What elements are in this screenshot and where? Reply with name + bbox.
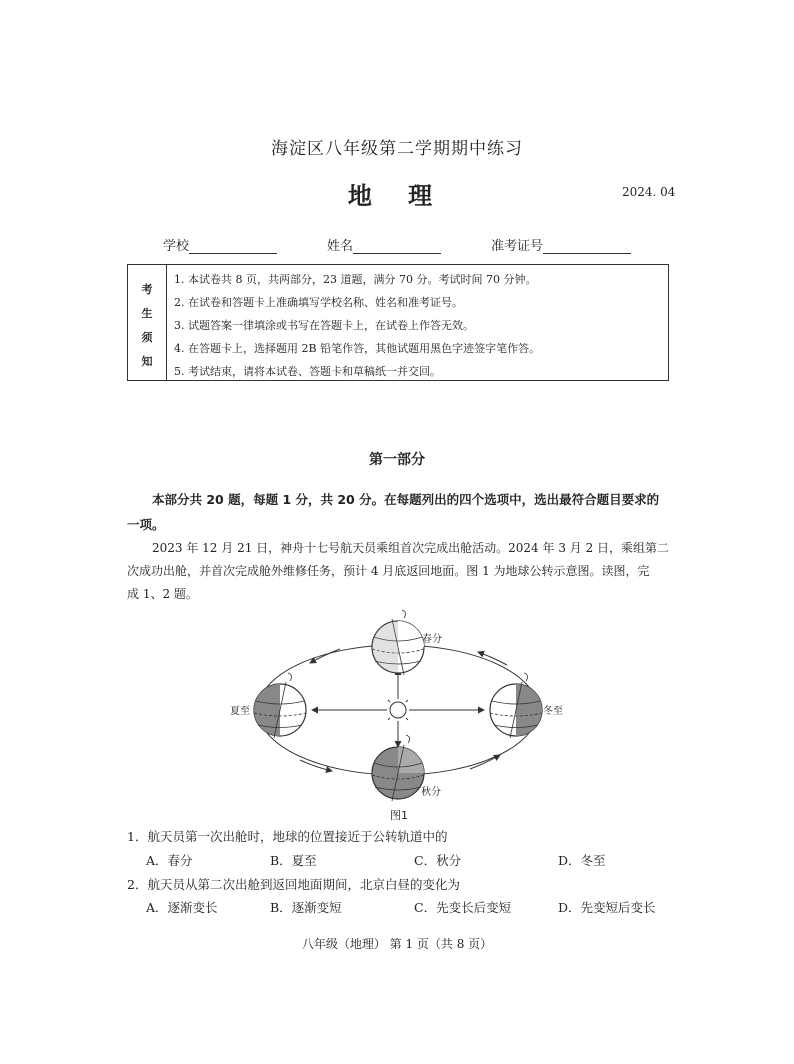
notice-item: 4. 在答题卡上，选择题用 2B 铅笔作答，其他试题用黑色字迹签字笔作答。 xyxy=(174,342,541,355)
sun-icon xyxy=(384,696,412,724)
notice-box xyxy=(127,264,669,381)
exam-id-blank[interactable] xyxy=(543,239,631,254)
notice-side-char: 须 xyxy=(141,331,153,344)
section-instruction: 本部分共 20 题，每题 1 分，共 20 分。在每题列出的四个选项中，选出最符合题目要求的 xyxy=(152,492,660,507)
exam-title: 海淀区八年级第二学期期中练习 xyxy=(271,139,523,159)
notice-side-char: 知 xyxy=(141,355,153,368)
q1-option-d[interactable]: D．冬至 xyxy=(558,853,606,868)
passage-line: 次成功出舱，并首次完成舱外维修任务，预计 4 月底返回地面。图 1 为地球公转示意图。读图，完 xyxy=(127,564,650,578)
q1-option-b[interactable]: B．夏至 xyxy=(270,853,317,868)
earth-winter-icon xyxy=(490,673,542,738)
label-autumn: 秋分 xyxy=(421,787,441,798)
page-footer: 八年级（地理） 第 1 页（共 8 页） xyxy=(301,937,493,951)
notice-side-label xyxy=(128,265,167,380)
label-summer: 夏至 xyxy=(230,706,250,717)
passage-line: 成 1、2 题。 xyxy=(127,587,198,601)
subject-title: 地 理 xyxy=(347,181,447,210)
q2-option-a[interactable]: A．逐渐变长 xyxy=(146,900,218,915)
question-1-stem: 1．航天员第一次出舱时，地球的位置接近于公转轨道中的 xyxy=(127,829,448,844)
label-winter: 冬至 xyxy=(543,706,563,717)
q1-option-c[interactable]: C．秋分 xyxy=(414,853,462,868)
notice-side-char: 生 xyxy=(141,307,153,320)
figure-caption: 图1 xyxy=(390,809,408,822)
q2-option-b[interactable]: B．逐渐变短 xyxy=(270,900,342,915)
orbit-arrow xyxy=(470,755,500,769)
earth-summer-icon xyxy=(254,673,306,738)
notice-item: 1. 本试卷共 8 页，共两部分，23 道题，满分 70 分。考试时间 70 分钟。 xyxy=(174,273,537,286)
school-blank[interactable] xyxy=(189,239,277,254)
passage-line: 2023 年 12 月 21 日，神舟十七号航天员乘组首次完成出舱活动。2024 年 3 月 2 日，乘组第二 xyxy=(152,541,670,555)
school-label: 学校 xyxy=(163,239,190,254)
label-spring: 春分 xyxy=(422,634,442,645)
q1-option-a[interactable]: A．春分 xyxy=(146,853,193,868)
notice-item: 3. 试题答案一律填涂或书写在答题卡上，在试卷上作答无效。 xyxy=(174,319,474,332)
section-instruction-cont: 一项。 xyxy=(127,517,165,532)
section-title: 第一部分 xyxy=(369,452,425,468)
q2-option-c[interactable]: C．先变长后变短 xyxy=(414,900,512,915)
exam-id-label: 准考证号 xyxy=(491,239,544,254)
earth-orbit-diagram xyxy=(220,605,580,805)
notice-side-char: 考 xyxy=(141,283,153,296)
school-field xyxy=(163,235,277,254)
earth-spring-icon xyxy=(372,610,424,675)
name-field xyxy=(327,235,441,254)
orbit-arrow xyxy=(310,649,340,663)
q2-option-d[interactable]: D．先变短后变长 xyxy=(558,900,656,915)
orbit-arrow xyxy=(300,760,332,771)
exam-date: 2024. 04 xyxy=(622,185,676,199)
exam-id-field xyxy=(491,235,631,254)
notice-item: 5. 考试结束，请将本试卷、答题卡和草稿纸一并交回。 xyxy=(174,365,441,378)
name-label: 姓名 xyxy=(327,239,354,254)
question-2-stem: 2．航天员从第二次出舱到返回地面期间，北京白昼的变化为 xyxy=(127,877,460,892)
notice-item: 2. 在试卷和答题卡上准确填写学校名称、姓名和准考证号。 xyxy=(174,296,463,309)
name-blank[interactable] xyxy=(353,239,441,254)
